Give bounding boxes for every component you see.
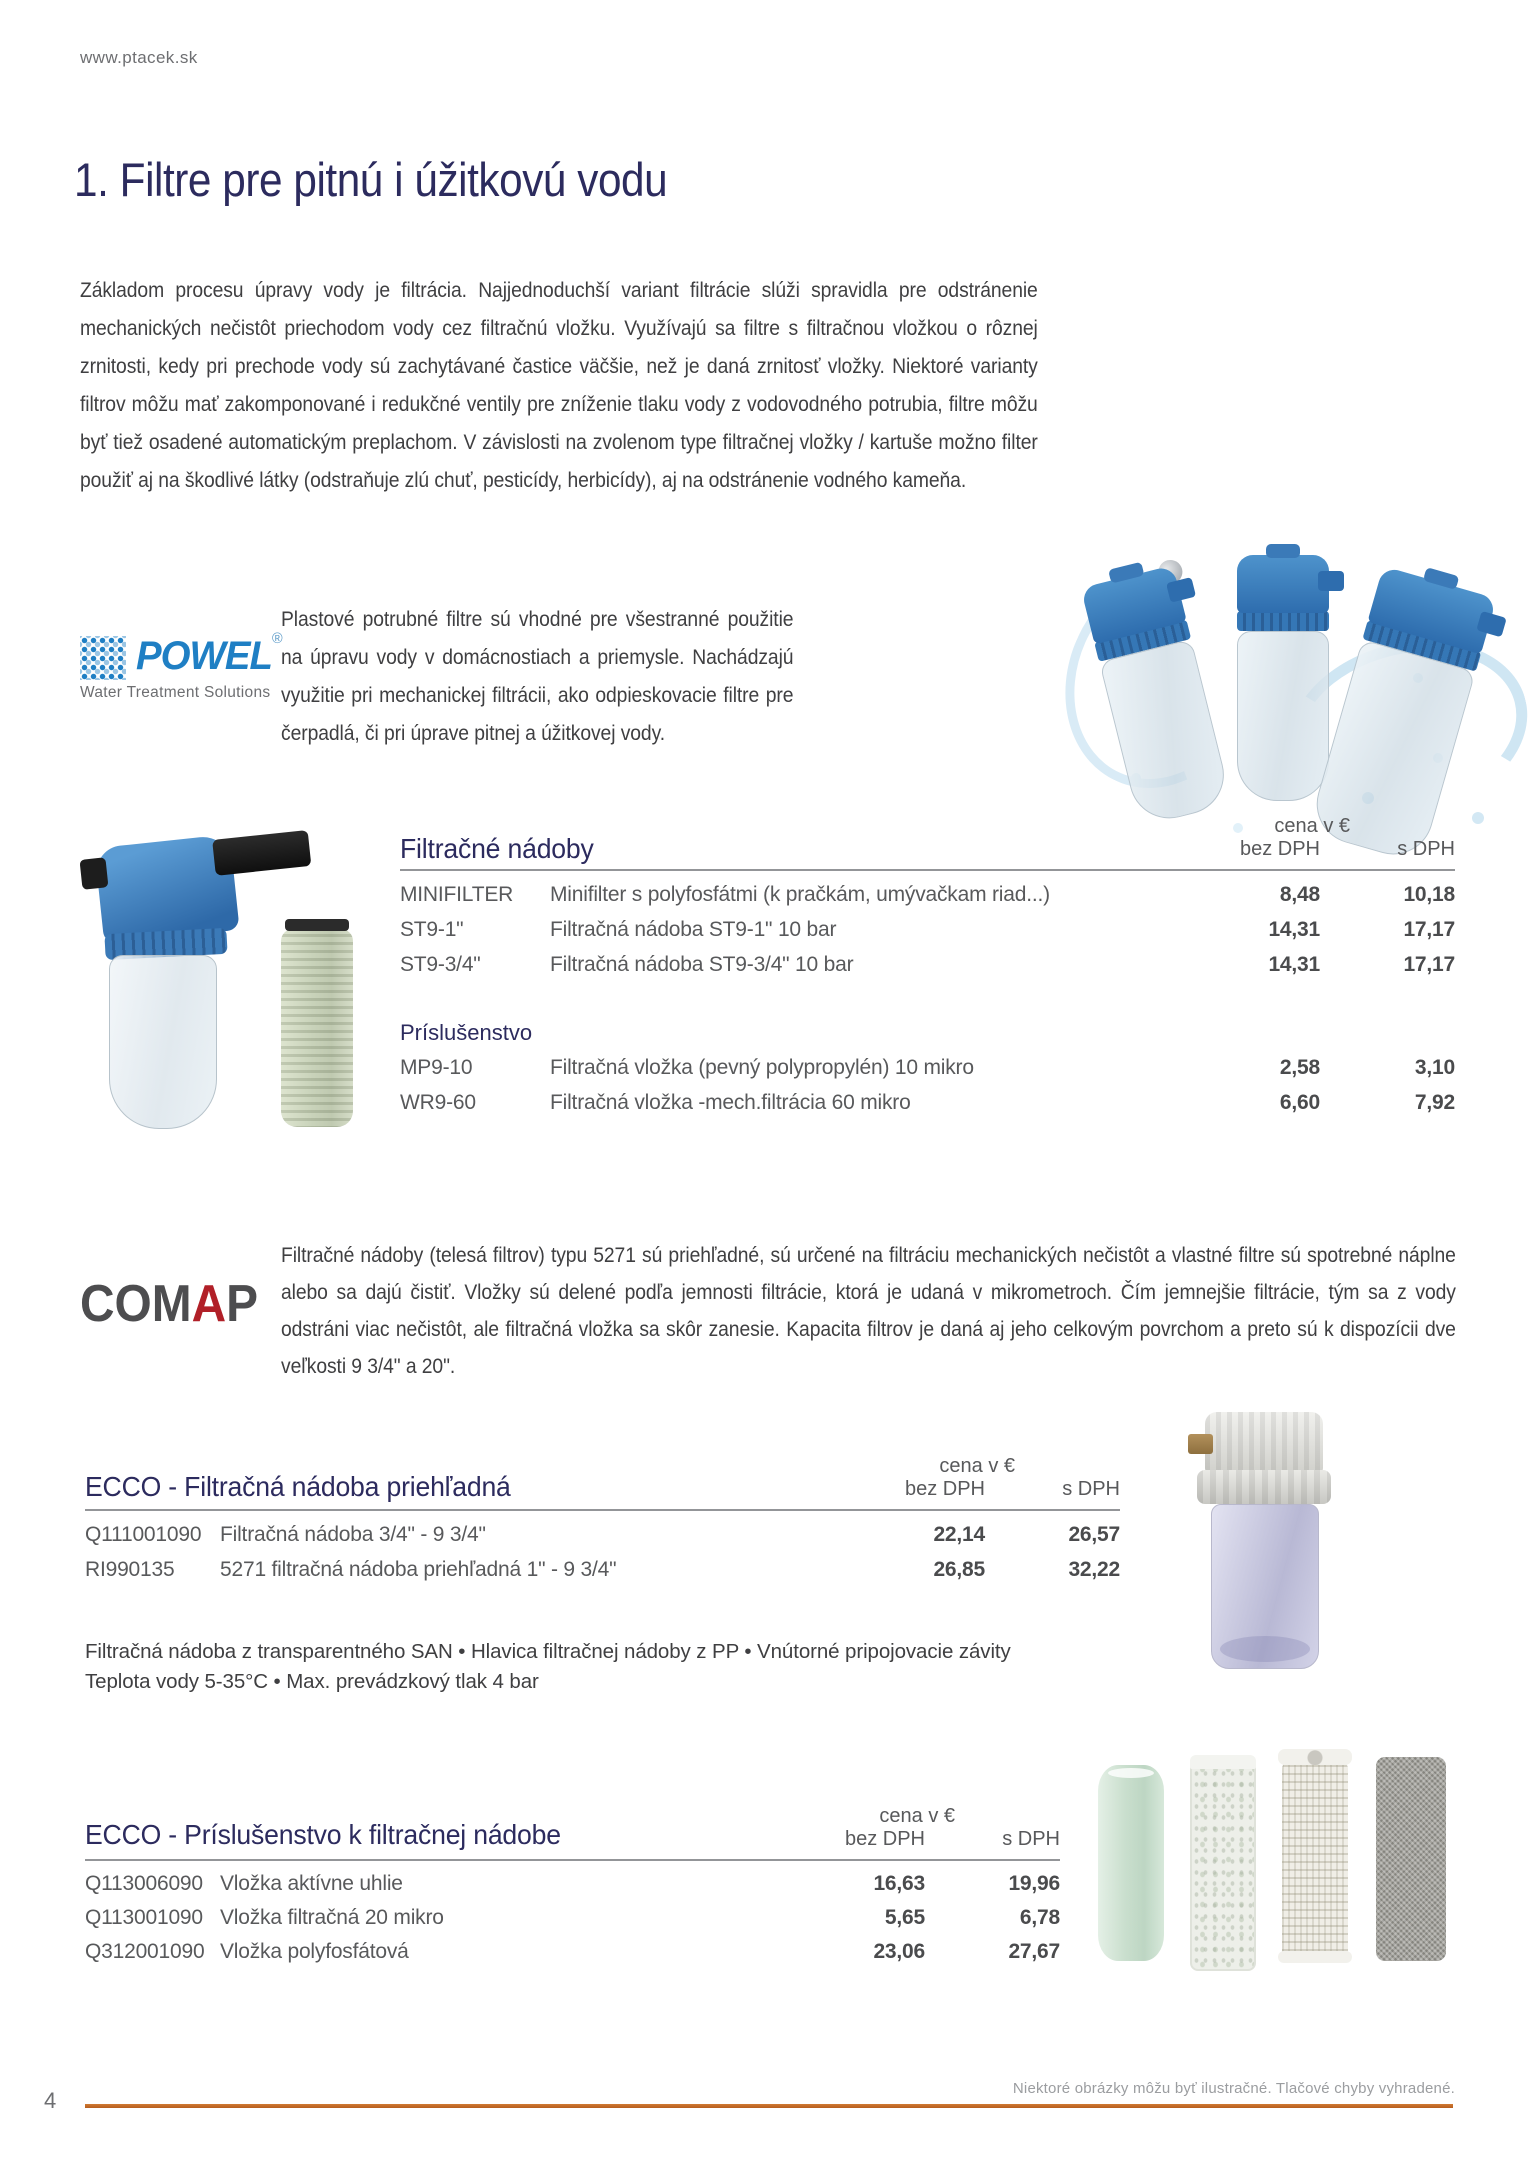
product-desc: Filtračná nádoba 3/4" - 9 3/4" <box>220 1522 486 1546</box>
table-row <box>400 1050 1455 1085</box>
price-bez-dph: 14,31 <box>1268 917 1320 941</box>
product-desc: 5271 filtračná nádoba priehľadná 1" - 9 3/4" <box>220 1557 617 1581</box>
table-title: ECCO - Filtračná nádoba priehľadná <box>85 1471 511 1502</box>
table-row <box>400 1085 1455 1120</box>
page-title: 1. Filtre pre pitnú i úžitkovú vodu <box>74 153 668 206</box>
table-row <box>85 1935 1060 1969</box>
filter-collar-icon <box>1197 1470 1331 1504</box>
price-bez-dph: 23,06 <box>873 1940 925 1963</box>
note-line: Filtračná nádoba z transparentného SAN • Hlavica filtračnej nádoby z PP • Vnútorné pripojovacie závity <box>85 1640 1011 1663</box>
table-ecco-nadoba <box>85 1455 1120 1587</box>
table-title: Filtračné nádoby <box>400 833 594 864</box>
powel-description: Plastové potrubné filtre sú vhodné pre všestranné použitie na úpravu vody v domácnostiach a priemysle. Nachádzajú využitie pri mechanickej filtrácii, ako odpieskovacie filtre pre čerpadlá, či pri úprave pitnej a úžitkovej vody. <box>281 608 794 745</box>
product-desc: Vložka filtračná 20 mikro <box>220 1906 444 1929</box>
cartridge-granules-icon <box>1190 1755 1256 1971</box>
price-s-dph: 6,78 <box>1019 1906 1060 1929</box>
product-photo-pipe-filters <box>1075 515 1505 840</box>
product-code: Q312001090 <box>85 1940 205 1963</box>
comap-red-a: A <box>191 1275 227 1333</box>
product-photo-cartridges <box>1090 1753 1465 1978</box>
product-code: ST9-1" <box>400 917 464 941</box>
product-desc: Filtračná nádoba ST9-3/4" 10 bar <box>550 952 854 976</box>
footer-divider <box>85 2104 1453 2108</box>
product-code: Q111001090 <box>85 1522 202 1546</box>
table-row <box>85 1901 1060 1935</box>
product-desc: Minifilter s polyfosfátmi (k pračkám, umývačkam riad...) <box>550 882 1050 906</box>
price-s-dph: 17,17 <box>1403 952 1455 976</box>
ecco-notes <box>85 1637 1065 1697</box>
table-row <box>85 1552 1120 1587</box>
powel-tagline: Water Treatment Solutions <box>80 684 271 701</box>
price-bez-dph: 14,31 <box>1268 952 1320 976</box>
filter-head-icon <box>1205 1412 1323 1474</box>
powel-logo <box>80 630 283 710</box>
price-header-bez-dph: bez DPH <box>904 1478 985 1500</box>
product-code: Q113001090 <box>85 1906 203 1929</box>
price-bez-dph: 8,48 <box>1279 882 1320 906</box>
product-code: ST9-3/4" <box>400 952 481 976</box>
price-s-dph: 26,57 <box>1068 1522 1120 1546</box>
product-photo-ecco-housing <box>1185 1412 1350 1677</box>
price-s-dph: 10,18 <box>1403 882 1455 906</box>
table-row <box>85 1517 1120 1552</box>
registered-mark-icon: ® <box>272 630 283 647</box>
price-s-dph: 17,17 <box>1403 917 1455 941</box>
product-desc: Filtračná vložka -mech.filtrácia 60 mikro <box>550 1090 911 1114</box>
cartridge-mesh-icon <box>1282 1761 1348 1959</box>
table-divider <box>85 1859 1060 1861</box>
page-number: 4 <box>44 2088 57 2113</box>
price-header-cena: cena v € <box>879 1805 955 1827</box>
comap-description: Filtračné nádoby (telesá filtrov) typu 5271 sú priehľadné, sú určené na filtráciu mechanických nečistôt a vlastné filtre sú spotrebné náplne alebo sa dajú čistiť. Vložky sú delené podľa jemnosti filtrácie, ktorá je udaná v mikrometroch. Čím jemnejšie filtrácie, tým sa z vody odstráni viac nečistôt, ale filtračná vložka sa skôr zanesie. Kapacita filtrov je daná aj jeho celkovým povrchom a preto sú k dispozícii dve veľkosti 9 3/4" a 20". <box>281 1244 1456 1378</box>
filter-cartridge-icon <box>281 929 353 1127</box>
comap-logo: COMAP <box>80 1275 259 1333</box>
price-bez-dph: 16,63 <box>873 1872 925 1895</box>
filter-bowl-icon <box>1211 1504 1319 1669</box>
table-row <box>400 947 1455 982</box>
price-bez-dph: 6,60 <box>1279 1090 1320 1114</box>
price-s-dph: 7,92 <box>1414 1090 1455 1114</box>
product-desc: Vložka aktívne uhlie <box>220 1872 403 1895</box>
footer-note: Niektoré obrázky môžu byť ilustračné. Tlačové chyby vyhradené. <box>1012 2080 1455 2097</box>
price-bez-dph: 2,58 <box>1279 1055 1320 1079</box>
price-bez-dph: 5,65 <box>884 1906 925 1929</box>
product-code: Q113006090 <box>85 1872 203 1895</box>
intro-paragraph: Základom procesu úpravy vody je filtrácia. Najjednoduchší variant filtrácie slúži spravidla pre odstránenie mechanických nečistôt priechodom vody cez filtračnú vložku. Využívajú sa filtre s filtračnou vložkou o rôznej zrnitosti, kedy pri prechode vody sú zachytávané častice väčšie, než je daná zrnitosť vložky. Niektoré varianty filtrov môžu mať zakomponované i redukčné ventily pre zníženie tlaku vody z vodovodného potrubia, filtre môžu byť tiež osadené automatickým preplachom. V závislosti na zvolenom type filtračnej vložky / kartuše možno filter použiť aj na škodlivé látky (odstraňuje zlú chuť, pesticídy, herbicídy), aj na odstránenie vodného kameňa. <box>80 279 1038 492</box>
price-header-s-dph: s DPH <box>1062 1478 1120 1500</box>
price-s-dph: 3,10 <box>1414 1055 1455 1079</box>
table-divider <box>85 1509 1120 1511</box>
product-desc: Filtračná nádoba ST9-1" 10 bar <box>550 917 837 941</box>
table-row <box>400 877 1455 912</box>
price-s-dph: 32,22 <box>1068 1557 1120 1581</box>
price-header-bez-dph: bez DPH <box>1239 838 1320 860</box>
cartridge-polypropylene-icon <box>1098 1765 1164 1961</box>
site-url: www.ptacek.sk <box>80 48 198 67</box>
filter-housing-middle <box>1237 555 1329 801</box>
product-code: RI990135 <box>85 1557 175 1581</box>
product-desc: Vložka polyfosfátová <box>220 1940 409 1963</box>
subsection-title: Príslušenstvo <box>400 1020 533 1045</box>
note-line: Teplota vody 5-35°C • Max. prevádzkový tlak 4 bar <box>85 1670 539 1693</box>
price-header-s-dph: s DPH <box>1397 838 1455 860</box>
product-code: MINIFILTER <box>400 882 514 906</box>
price-header-cena: cena v € <box>939 1455 1015 1477</box>
product-photo-minifilter <box>85 825 385 1143</box>
price-header-cena: cena v € <box>1274 815 1350 837</box>
price-bez-dph: 26,85 <box>933 1557 985 1581</box>
product-code: MP9-10 <box>400 1055 473 1079</box>
table-ecco-prislusenstvo <box>85 1805 1060 1969</box>
table-row <box>400 912 1455 947</box>
product-code: WR9-60 <box>400 1090 476 1114</box>
table-row <box>85 1867 1060 1901</box>
price-bez-dph: 22,14 <box>933 1522 985 1546</box>
table-title: ECCO - Príslušenstvo k filtračnej nádobe <box>85 1819 561 1850</box>
table-filtracne-nadoby <box>400 815 1455 1120</box>
cartridge-carbon-icon <box>1376 1757 1446 1961</box>
price-s-dph: 27,67 <box>1008 1940 1060 1963</box>
product-desc: Filtračná vložka (pevný polypropylén) 10 mikro <box>550 1055 974 1079</box>
price-header-bez-dph: bez DPH <box>844 1828 925 1850</box>
price-header-s-dph: s DPH <box>1002 1828 1060 1850</box>
table-divider <box>400 869 1455 871</box>
filter-bowl-icon <box>109 955 217 1129</box>
price-s-dph: 19,96 <box>1008 1872 1060 1895</box>
powel-dots-icon <box>80 636 126 680</box>
powel-brand-text: POWEL® <box>136 630 283 678</box>
